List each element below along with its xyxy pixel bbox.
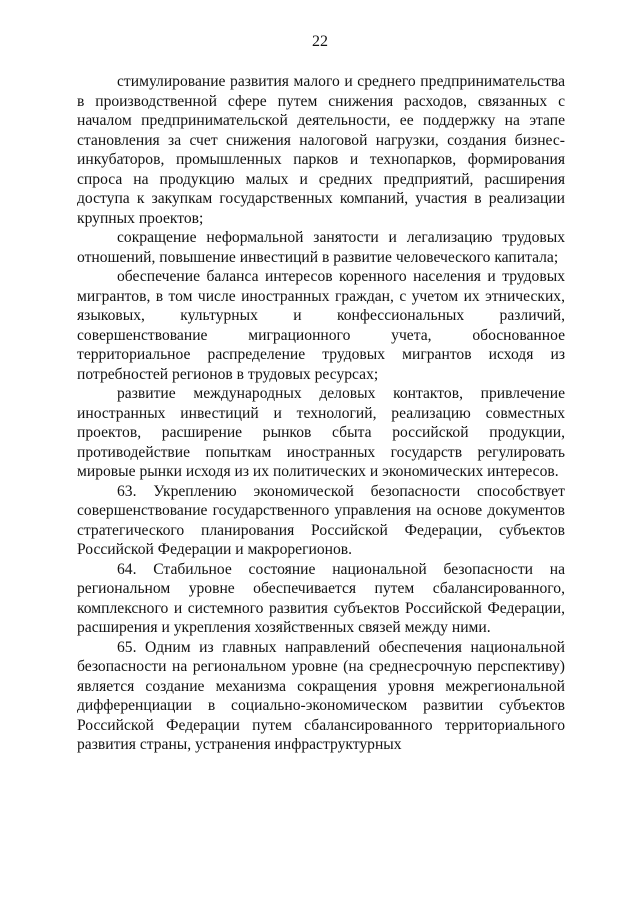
paragraph-63: 63. Укреплению экономической безопасности способствует совершенствование государственного управления на основе документов стратегического планирования Российской Федерации, субъектов Российской Федерации и макрорегионов. — [77, 482, 565, 558]
paragraph-informal-employment: сокращение неформальной занятости и легализацию трудовых отношений, повышение инвестиций в развитие человеческого капитала; — [77, 229, 565, 266]
paragraph-migrants-balance: обеспечение баланса интересов коренного населения и трудовых мигрантов, в том числе иностранных граждан, с учетом их этнических, языковых, культурных и конфессиональных различий, совершенствование миграционного учета, обоснованное территориальное распределение трудовых мигрантов исходя из потребностей регионов в трудовых ресурсах; — [77, 268, 565, 383]
paragraph-international-contacts: развитие международных деловых контактов, привлечение иностранных инвестиций и технологий, реализацию совместных проектов, расширение рынков сбыта российской продукции, противодействие попыткам иностранных государств регулировать мировые рынки исходя из их политических и экономических интересов. — [77, 385, 565, 480]
paragraph-64: 64. Стабильное состояние национальной безопасности на региональном уровне обеспечивается путем сбалансированного, комплексного и системного развития субъектов Российской Федерации, расширения и укрепления хозяйственных связей между ними. — [77, 560, 565, 636]
paragraph-65: 65. Одним из главных направлений обеспечения национальной безопасности на региональном уровне (на среднесрочную перспективу) является создание механизма сокращения уровня межрегиональной дифференциации в социально-экономическом развитии субъектов Российской Федерации путем сбалансированного территориального развития страны, устранения инфраструктурных — [77, 638, 565, 753]
page-number: 22 — [312, 33, 328, 50]
document-body — [77, 72, 565, 755]
paragraph-small-business: стимулирование развития малого и среднего предпринимательства в производственной сфере путем снижения расходов, связанных с началом предпринимательской деятельности, ее поддержку на этапе становления за счет снижения налоговой нагрузки, создания бизнес-инкубаторов, промышленных парков и технопарков, формирования спроса на продукцию малых и средних предприятий, расширения доступа к закупкам государственных компаний, участия в реализации крупных проектов; — [77, 73, 565, 227]
